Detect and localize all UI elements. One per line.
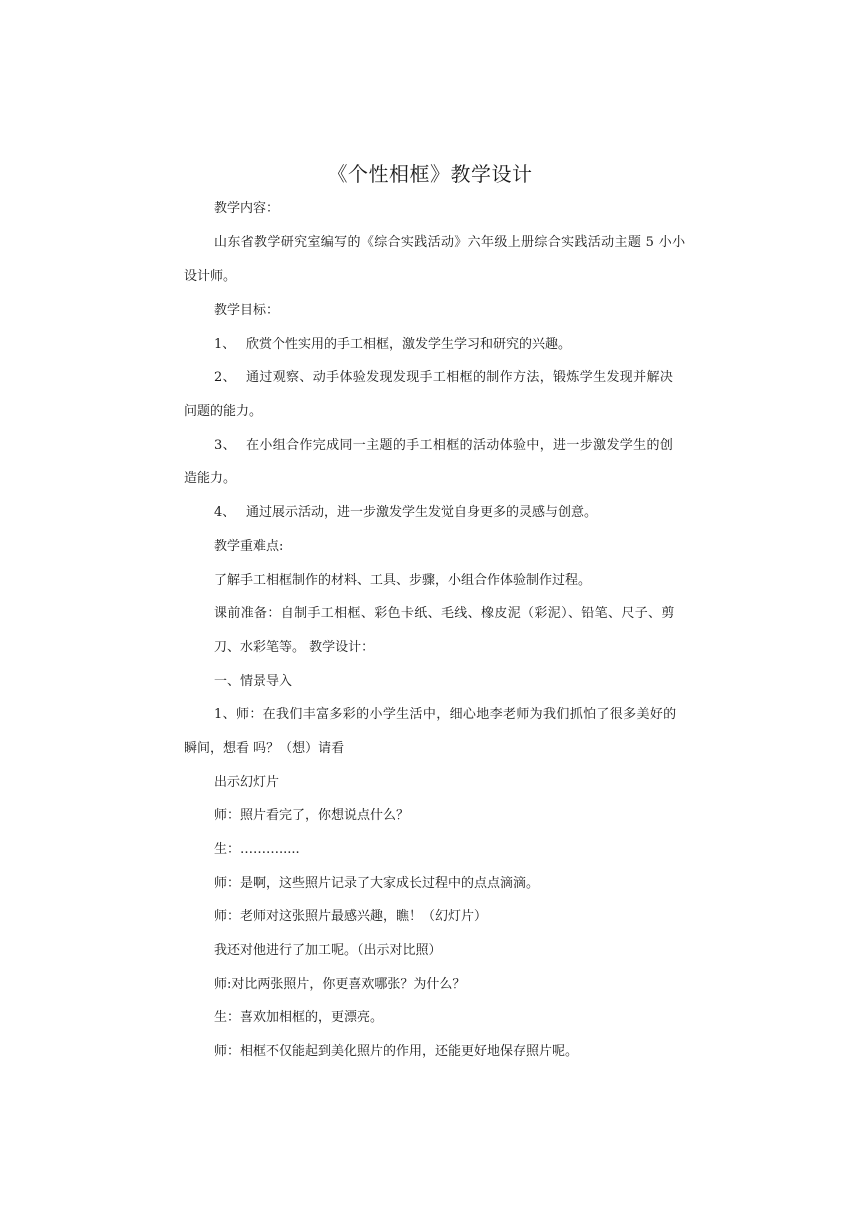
goal-number: 4、 bbox=[214, 505, 236, 520]
goal-item-3-cont: 造能力。 bbox=[184, 471, 237, 486]
dialogue-line2: 瞬间，想看 吗？（想）请看 bbox=[184, 741, 345, 756]
goal-item-3 bbox=[214, 438, 673, 454]
goal-item-2-cont: 问题的能力。 bbox=[184, 404, 263, 419]
dialogue-teacher-4: 我还对他进行了加工呢。（出示对比照） bbox=[214, 943, 442, 958]
dialogue-teacher-1: 师：照片看完了，你想说点什么？ bbox=[214, 808, 410, 823]
dialogue-teacher-2: 师：是啊，这些照片记录了大家成长过程中的点点滴滴。 bbox=[214, 876, 540, 891]
dialogue-student-1: 生：………..... bbox=[214, 842, 300, 857]
content-heading: 教学内容： bbox=[214, 201, 280, 216]
dialogue-line1: 1、师：在我们丰富多彩的小学生活中，细心地李老师为我们抓怕了很多美好的 bbox=[214, 707, 677, 722]
dialogue-teacher-5: 师:对比两张照片，你更喜欢哪张？为什么？ bbox=[214, 977, 466, 992]
content-text-line2: 设计师。 bbox=[184, 269, 237, 284]
dialogue-teacher-6: 师：相框不仅能起到美化照片的作用，还能更好地保存照片呢。 bbox=[214, 1044, 579, 1059]
key-points-heading: 教学重难点: bbox=[214, 539, 284, 554]
goal-number: 1、 bbox=[214, 337, 236, 352]
section1-heading: 一、情景导入 bbox=[214, 674, 293, 689]
preparation-line1: 课前准备：自制手工相框、彩色卡纸、毛线、橡皮泥（彩泥）、铅笔、尺子、剪 bbox=[214, 606, 675, 621]
dialogue-slide: 出示幻灯片 bbox=[214, 775, 280, 790]
content-text-line1: 山东省教学研究室编写的《综合实践活动》六年级上册综合实践活动主题 5 小小 bbox=[214, 235, 686, 250]
goals-heading: 教学目标： bbox=[214, 303, 280, 318]
goal-item-2 bbox=[214, 370, 673, 386]
goal-text: 在小组合作完成同一主题的手工相框的活动体验中，进一步激发学生的创 bbox=[246, 438, 674, 453]
goal-item-1 bbox=[214, 337, 571, 353]
goal-text: 通过展示活动，进一步激发学生发觉自身更多的灵感与创意。 bbox=[246, 505, 598, 520]
document-title: 《个性相框》教学设计 bbox=[327, 162, 533, 186]
preparation-line2: 刀、水彩笔等。 教学设计： bbox=[214, 640, 375, 655]
key-points-text: 了解手工相框制作的材料、工具、步骤，小组合作体验制作过程。 bbox=[214, 573, 592, 588]
goal-text: 欣赏个性实用的手工相框，激发学生学习和研究的兴趣。 bbox=[246, 337, 572, 352]
dialogue-student-2: 生：喜欢加相框的，更漂亮。 bbox=[214, 1010, 384, 1025]
goal-item-4 bbox=[214, 505, 597, 521]
goal-number: 2、 bbox=[214, 370, 236, 385]
goal-number: 3、 bbox=[214, 438, 236, 453]
goal-text: 通过观察、动手体验发现发现手工相框的制作方法，锻炼学生发现并解决 bbox=[246, 370, 674, 385]
dialogue-teacher-3: 师：老师对这张照片最感兴趣，瞧！（幻灯片） bbox=[214, 909, 488, 924]
